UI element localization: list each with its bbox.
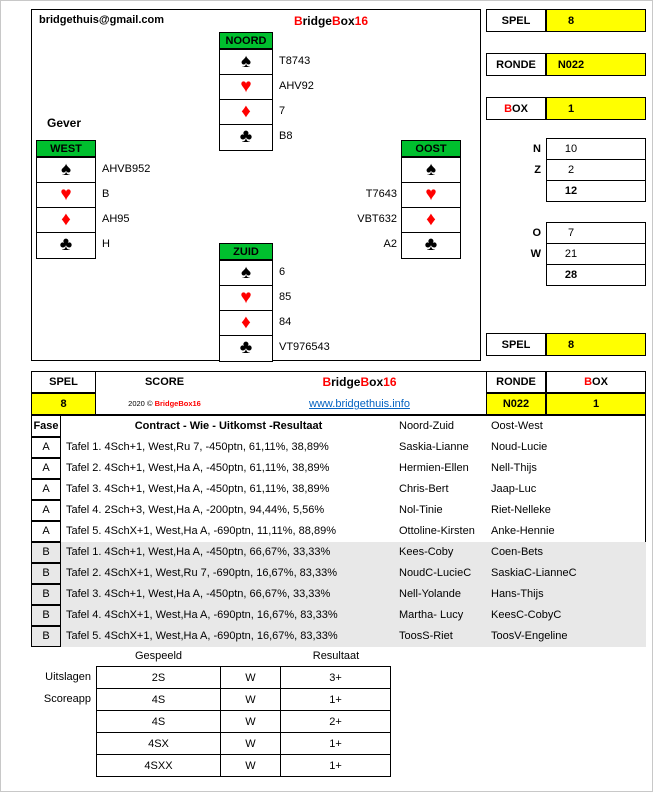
- declarer-cell: W: [220, 754, 281, 777]
- played-contract-cell: 4S: [96, 688, 221, 711]
- panel-z-value: 2: [546, 159, 646, 181]
- dealer-label: Gever: [47, 116, 82, 130]
- contract-cell: Tafel 4. 2Sch+3, West,Ha A, -200ptn, 94,44%, 5,56%: [66, 504, 325, 516]
- noord-zuid-pair-cell: Ottoline-Kirsten: [399, 525, 475, 537]
- east-hearts-value: T7643: [365, 188, 397, 200]
- scoreapp-label: Scoreapp: [43, 693, 91, 705]
- west-hand-label: WEST: [36, 140, 96, 157]
- result-cell: 1+: [280, 732, 391, 755]
- panel-spel-label: SPEL: [486, 9, 546, 32]
- club-icon: ♣: [59, 234, 73, 255]
- north-cards: [279, 49, 379, 149]
- noord-zuid-pair-cell: Kees-Coby: [399, 546, 454, 558]
- fase-cell: A: [31, 458, 61, 479]
- gespeeld-header: Gespeeld: [134, 650, 183, 662]
- declarer-cell: W: [220, 710, 281, 733]
- brand-part: B: [293, 14, 303, 28]
- score-ronde-label: RONDE: [486, 371, 546, 393]
- east-diamonds-value: VBT632: [357, 213, 397, 225]
- oost-west-pair-cell: Noud-Lucie: [491, 441, 548, 453]
- diamond-icon: ♦: [37, 208, 95, 233]
- brand-part: B: [331, 14, 341, 28]
- east-cards: [301, 157, 397, 257]
- contract-cell: Tafel 5. 4SchX+1, West,Ha A, -690ptn, 16,67%, 83,33%: [66, 630, 338, 642]
- north-spades-value: T8743: [279, 55, 311, 67]
- contract-cell: Tafel 4. 4SchX+1, West,Ha A, -690ptn, 16,67%, 83,33%: [66, 609, 338, 621]
- brand-title: [256, 14, 406, 28]
- north-suit-column: [219, 49, 273, 151]
- east-clubs-value: A2: [383, 238, 397, 250]
- contract-cell: Tafel 5. 4SchX+1, West,Ha A, -690ptn, 11,11%, 88,89%: [66, 525, 336, 537]
- copyright-brand: BridgeBox16: [154, 399, 201, 408]
- contract-header: Contract - Wie - Uitkomst -Resultaat: [134, 420, 323, 432]
- spade-icon: ♠: [220, 261, 272, 286]
- panel-w-label: W: [530, 248, 541, 260]
- contract-cell: Tafel 2. 4SchX+1, West,Ru 7, -690ptn, 16,67%, 83,33%: [66, 567, 337, 579]
- contract-cell: Tafel 3. 4Sch+1, West,Ha A, -450ptn, 66,67%, 33,33%: [66, 588, 331, 600]
- played-contract-cell: 2S: [96, 666, 221, 689]
- score-brand-title: [233, 371, 486, 393]
- panel-n-label: N: [533, 143, 541, 155]
- west-suit-column: [36, 157, 96, 259]
- bridgethuis-link[interactable]: www.bridgethuis.info: [309, 398, 410, 410]
- fase-cell: B: [31, 584, 61, 605]
- played-contract-cell: 4SX: [96, 732, 221, 755]
- noord-zuid-pair-cell: Saskia-Lianne: [399, 441, 469, 453]
- diamond-icon: ♦: [220, 100, 272, 125]
- oost-west-pair-cell: Hans-Thijs: [491, 588, 544, 600]
- nz-header: Noord-Zuid: [399, 420, 455, 432]
- score-spel-value: 8: [31, 393, 96, 415]
- result-cell: 1+: [280, 754, 391, 777]
- box-label-part: OX: [592, 376, 608, 388]
- oost-west-pair-cell: KeesC-CobyC: [491, 609, 562, 621]
- result-cell: 1+: [280, 688, 391, 711]
- spade-icon: ♠: [37, 158, 95, 183]
- brand-part: ox: [369, 375, 384, 389]
- west-hearts-value: B: [102, 188, 110, 200]
- panel-o-value: 7: [546, 222, 646, 244]
- panel-box-value: 1: [546, 97, 646, 120]
- heart-icon: ♥: [402, 183, 460, 208]
- diamond-icon: ♦: [402, 208, 460, 233]
- south-cards: [279, 260, 389, 360]
- score-box-value: 1: [546, 393, 646, 415]
- noord-zuid-pair-cell: NoudC-LucieC: [399, 567, 472, 579]
- spade-icon: ♠: [220, 50, 272, 75]
- result-cell: 2+: [280, 710, 391, 733]
- fase-cell: A: [31, 500, 61, 521]
- oost-west-pair-cell: Jaap-Luc: [491, 483, 537, 495]
- box-label-part: OX: [512, 102, 528, 115]
- south-spades-value: 6: [279, 266, 286, 278]
- score-ronde-value: N022: [486, 393, 546, 415]
- heart-icon: ♥: [220, 75, 272, 100]
- ow-header: Oost-West: [491, 420, 543, 432]
- brand-part: B: [322, 375, 332, 389]
- contract-cell: Tafel 3. 4Sch+1, West,Ha A, -450ptn, 61,11%, 38,89%: [66, 483, 330, 495]
- east-hand-label: OOST: [401, 140, 461, 157]
- club-icon: ♣: [239, 126, 253, 147]
- declarer-cell: W: [220, 666, 281, 689]
- declarer-cell: W: [220, 732, 281, 755]
- table-row: [31, 542, 646, 563]
- score-box-label: [546, 371, 646, 393]
- uitslagen-label: Uitslagen: [45, 671, 91, 683]
- panel-w-value: 21: [546, 243, 646, 265]
- score-score-label: SCORE: [144, 376, 185, 388]
- noord-zuid-pair-cell: ToosS-Riet: [399, 630, 453, 642]
- south-hearts-value: 85: [279, 291, 292, 303]
- fase-header: Fase: [31, 415, 61, 437]
- box-label-part: B: [504, 102, 513, 115]
- table-row: [31, 626, 646, 647]
- oost-west-pair-cell: Riet-Nelleke: [491, 504, 551, 516]
- noord-zuid-pair-cell: Chris-Bert: [399, 483, 449, 495]
- panel-o-label: O: [532, 227, 541, 239]
- fase-cell: B: [31, 542, 61, 563]
- email-text: bridgethuis@gmail.com: [39, 14, 165, 26]
- fase-cell: B: [31, 605, 61, 626]
- west-clubs-value: H: [102, 238, 110, 250]
- brand-part: ox: [340, 14, 355, 28]
- fase-cell: A: [31, 521, 61, 542]
- copyright-prefix: 2020 ©: [128, 399, 155, 408]
- club-icon: ♣: [424, 234, 438, 255]
- result-cell: 3+: [280, 666, 391, 689]
- table-row: [31, 605, 646, 626]
- south-hand-label: ZUID: [219, 243, 273, 260]
- panel-spel-bottom-label: SPEL: [486, 333, 546, 356]
- noord-zuid-pair-cell: Nell-Yolande: [399, 588, 461, 600]
- west-cards: [102, 157, 212, 257]
- south-clubs-value: VT976543: [279, 341, 330, 353]
- brand-part: ridge: [302, 14, 332, 28]
- brand-part: 16: [354, 14, 369, 28]
- noord-zuid-pair-cell: Martha- Lucy: [399, 609, 464, 621]
- south-suit-column: [219, 260, 273, 362]
- brand-part: ridge: [331, 375, 361, 389]
- oost-west-pair-cell: Coen-Bets: [491, 546, 543, 558]
- west-spades-value: AHVB952: [102, 163, 151, 175]
- brand-part: 16: [383, 375, 397, 389]
- table-row: [31, 479, 646, 500]
- north-hearts-value: AHV92: [279, 80, 314, 92]
- west-diamonds-value: AH95: [102, 213, 130, 225]
- contract-cell: Tafel 1. 4Sch+1, West,Ha A, -450ptn, 66,67%, 33,33%: [66, 546, 331, 558]
- brand-part: B: [360, 375, 370, 389]
- table-row: [31, 584, 646, 605]
- contract-cell: Tafel 2. 4Sch+1, West,Ha A, -450ptn, 61,11%, 38,89%: [66, 462, 330, 474]
- website-link-wrap: [233, 393, 486, 415]
- played-contract-cell: 4S: [96, 710, 221, 733]
- fase-cell: A: [31, 479, 61, 500]
- diamond-icon: ♦: [220, 311, 272, 336]
- panel-box-label: [486, 97, 546, 120]
- panel-ow-total: 28: [546, 264, 646, 286]
- east-spades-value: [301, 157, 397, 182]
- played-contract-cell: 4SXX: [96, 754, 221, 777]
- panel-nz-total: 12: [546, 180, 646, 202]
- fase-cell: B: [31, 563, 61, 584]
- panel-spel-value: 8: [546, 9, 646, 32]
- club-icon: ♣: [239, 337, 253, 358]
- fase-cell: B: [31, 626, 61, 647]
- noord-zuid-pair-cell: Hermien-Ellen: [399, 462, 469, 474]
- table-row: [31, 500, 646, 521]
- oost-west-pair-cell: Nell-Thijs: [491, 462, 537, 474]
- east-suit-column: [401, 157, 461, 259]
- oost-west-pair-cell: Anke-Hennie: [491, 525, 555, 537]
- south-diamonds-value: 84: [279, 316, 292, 328]
- north-diamonds-value: 7: [279, 105, 286, 117]
- noord-zuid-pair-cell: Nol-Tinie: [399, 504, 443, 516]
- oost-west-pair-cell: ToosV-Engeline: [491, 630, 568, 642]
- fase-cell: A: [31, 437, 61, 458]
- table-row: [31, 458, 646, 479]
- table-row: [31, 437, 646, 458]
- panel-spel-bottom-value: 8: [546, 333, 646, 356]
- box-label-part: B: [584, 376, 593, 388]
- contract-cell: Tafel 1. 4Sch+1, West,Ru 7, -450ptn, 61,11%, 38,89%: [66, 441, 329, 453]
- table-row: [31, 563, 646, 584]
- panel-n-value: 10: [546, 138, 646, 160]
- table-row: [31, 521, 646, 542]
- score-copyright: [96, 393, 233, 415]
- oost-west-pair-cell: SaskiaC-LianneC: [491, 567, 577, 579]
- resultaat-header: Resultaat: [312, 650, 360, 662]
- heart-icon: ♥: [220, 286, 272, 311]
- panel-ronde-label: RONDE: [486, 53, 546, 76]
- north-hand-label: NOORD: [219, 32, 273, 49]
- panel-ronde-value: N022: [546, 53, 646, 76]
- heart-icon: ♥: [37, 183, 95, 208]
- score-spel-label: SPEL: [31, 371, 96, 393]
- north-clubs-value: B8: [279, 130, 293, 142]
- declarer-cell: W: [220, 688, 281, 711]
- panel-z-label: Z: [534, 164, 541, 176]
- spade-icon: ♠: [402, 158, 460, 183]
